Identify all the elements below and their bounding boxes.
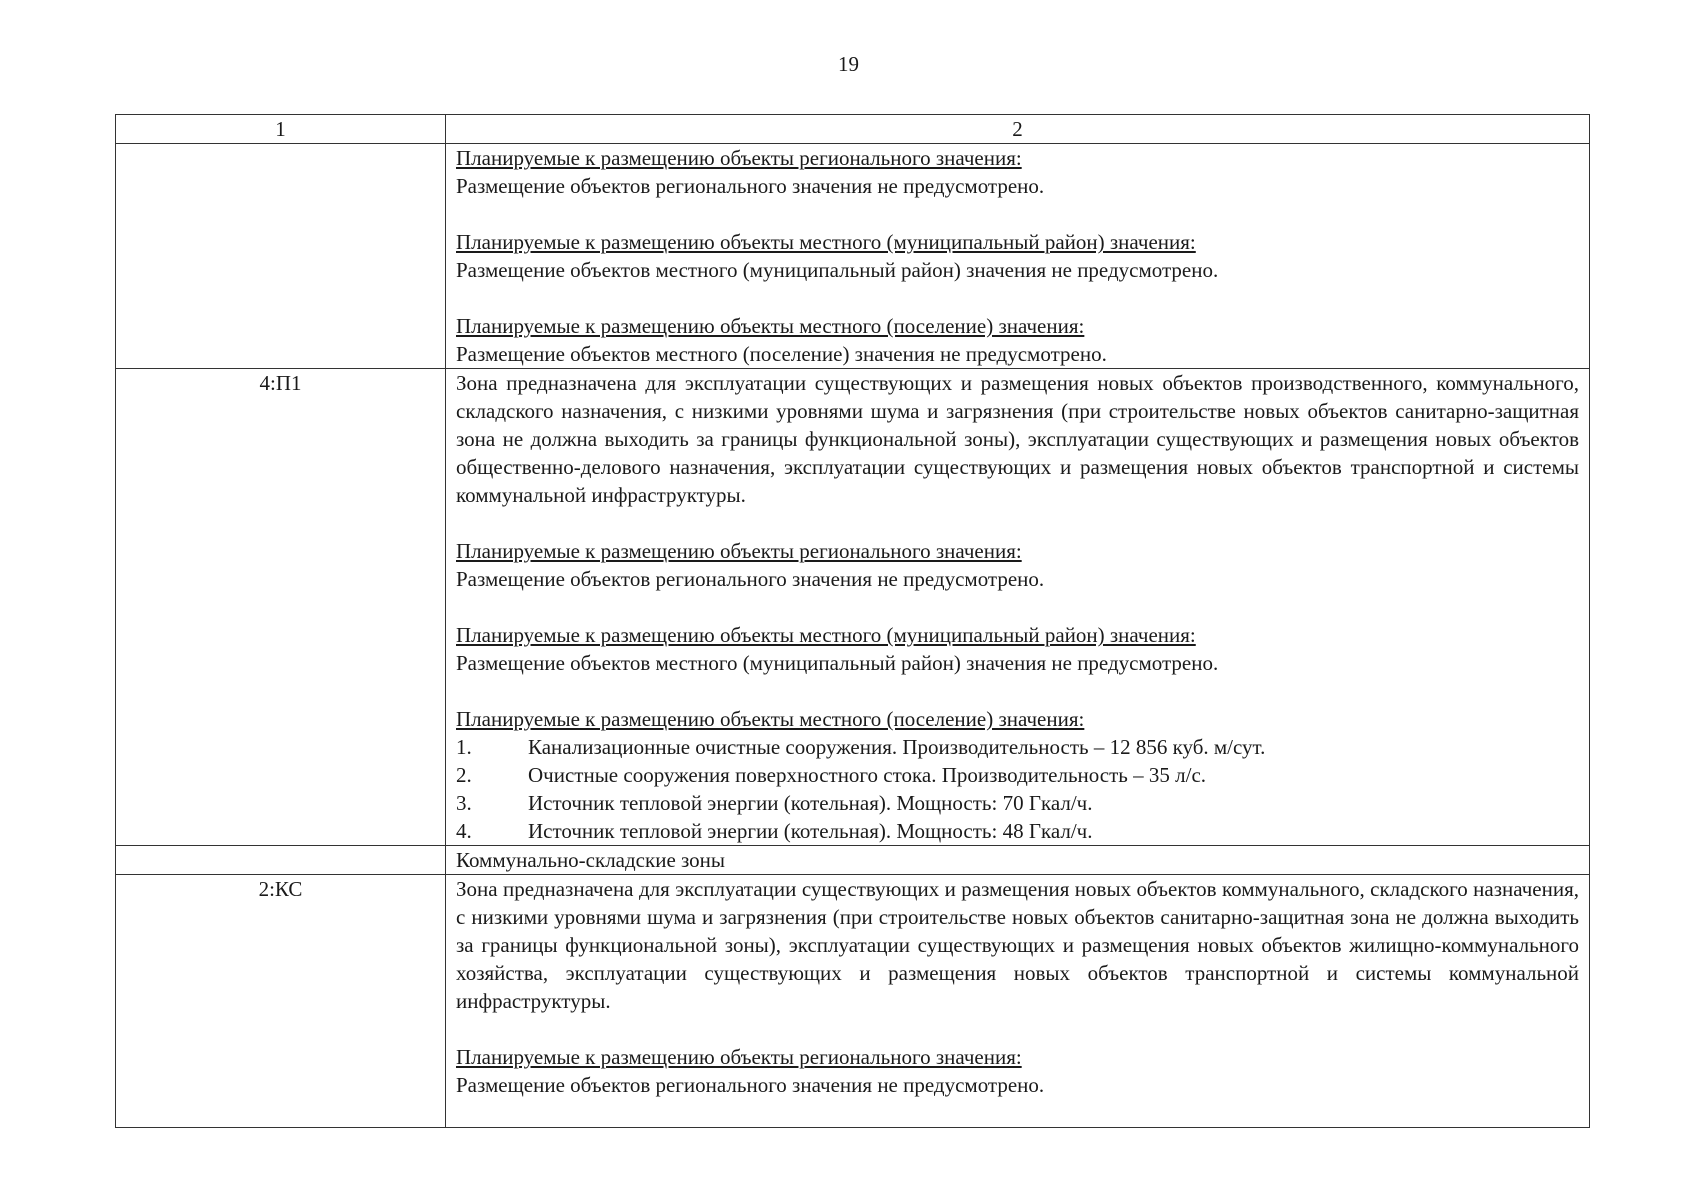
section-title: Коммунально-складские зоны	[446, 846, 1590, 875]
list-item	[456, 789, 1579, 817]
section-text: Размещение объектов регионального значения не предусмотрено.	[456, 174, 1045, 198]
zones-table	[115, 114, 1590, 1128]
zone-description-cell	[446, 369, 1590, 846]
section-text: Размещение объектов регионального значения не предусмотрено.	[456, 1073, 1045, 1097]
zone-description: Зона предназначена для эксплуатации существующих и размещения новых объектов коммунального, складского назначения, с низкими уровнями шума и загрязнения (при строительстве новых объектов санитарно-защитная зона не должна выходить за границы функциональной зоны), эксплуатации существующих и размещения новых объектов жилищно-коммунального хозяйства, эксплуатации существующих и размещения новых объектов транспортной и системы коммунальной инфраструктуры.	[456, 877, 1579, 1013]
list-text: Источник тепловой энергии (котельная). Мощность: 48 Гкал/ч.	[528, 819, 1093, 843]
zone-code-cell: 4:П1	[116, 369, 446, 846]
list-number: 1.	[456, 735, 472, 759]
zone-description: Зона предназначена для эксплуатации существующих и размещения новых объектов производственного, коммунального, складского назначения, с низкими уровнями шума и загрязнения (при строительстве новых объектов санитарно-защитная зона не должна выходить за границы функциональной зоны), эксплуатации существующих и размещения новых объектов общественно-делового назначения, эксплуатации существующих и размещения новых объектов транспортной и системы коммунальной инфраструктуры.	[456, 371, 1579, 507]
zone-code-cell	[116, 144, 446, 369]
list-number: 2.	[456, 763, 472, 787]
section-title-row	[116, 846, 1590, 875]
zone-description-cell	[446, 144, 1590, 369]
section-text: Размещение объектов местного (муниципальный район) значения не предусмотрено.	[456, 258, 1219, 282]
zone-code-cell: 2:КС	[116, 875, 446, 1128]
section-heading: Планируемые к размещению объекты местного (поселение) значения:	[456, 314, 1085, 338]
list-text: Канализационные очистные сооружения. Производительность – 12 856 куб. м/сут.	[528, 735, 1266, 759]
table-header-row	[116, 115, 1590, 144]
table-row	[116, 144, 1590, 369]
zone-description-cell	[446, 875, 1590, 1128]
list-item	[456, 761, 1579, 789]
page-number: 19	[838, 52, 859, 76]
list-text: Очистные сооружения поверхностного стока. Производительность – 35 л/с.	[528, 763, 1207, 787]
zone-code-cell	[116, 846, 446, 875]
list-number: 4.	[456, 819, 472, 843]
table-row	[116, 369, 1590, 846]
column-header-2: 2	[446, 115, 1590, 144]
section-text: Размещение объектов регионального значения не предусмотрено.	[456, 567, 1045, 591]
list-item	[456, 733, 1579, 761]
section-text: Размещение объектов местного (поселение) значения не предусмотрено.	[456, 342, 1107, 366]
column-header-1: 1	[116, 115, 446, 144]
table-row	[116, 875, 1590, 1128]
section-text: Размещение объектов местного (муниципальный район) значения не предусмотрено.	[456, 651, 1219, 675]
list-number: 3.	[456, 791, 472, 815]
section-heading: Планируемые к размещению объекты регионального значения:	[456, 146, 1022, 170]
list-text: Источник тепловой энергии (котельная). Мощность: 70 Гкал/ч.	[528, 791, 1093, 815]
section-heading: Планируемые к размещению объекты регионального значения:	[456, 1045, 1022, 1069]
section-heading: Планируемые к размещению объекты местного (муниципальный район) значения:	[456, 623, 1196, 647]
section-heading: Планируемые к размещению объекты местного (муниципальный район) значения:	[456, 230, 1196, 254]
section-heading: Планируемые к размещению объекты местного (поселение) значения:	[456, 707, 1085, 731]
section-heading: Планируемые к размещению объекты регионального значения:	[456, 539, 1022, 563]
list-item	[456, 817, 1579, 845]
